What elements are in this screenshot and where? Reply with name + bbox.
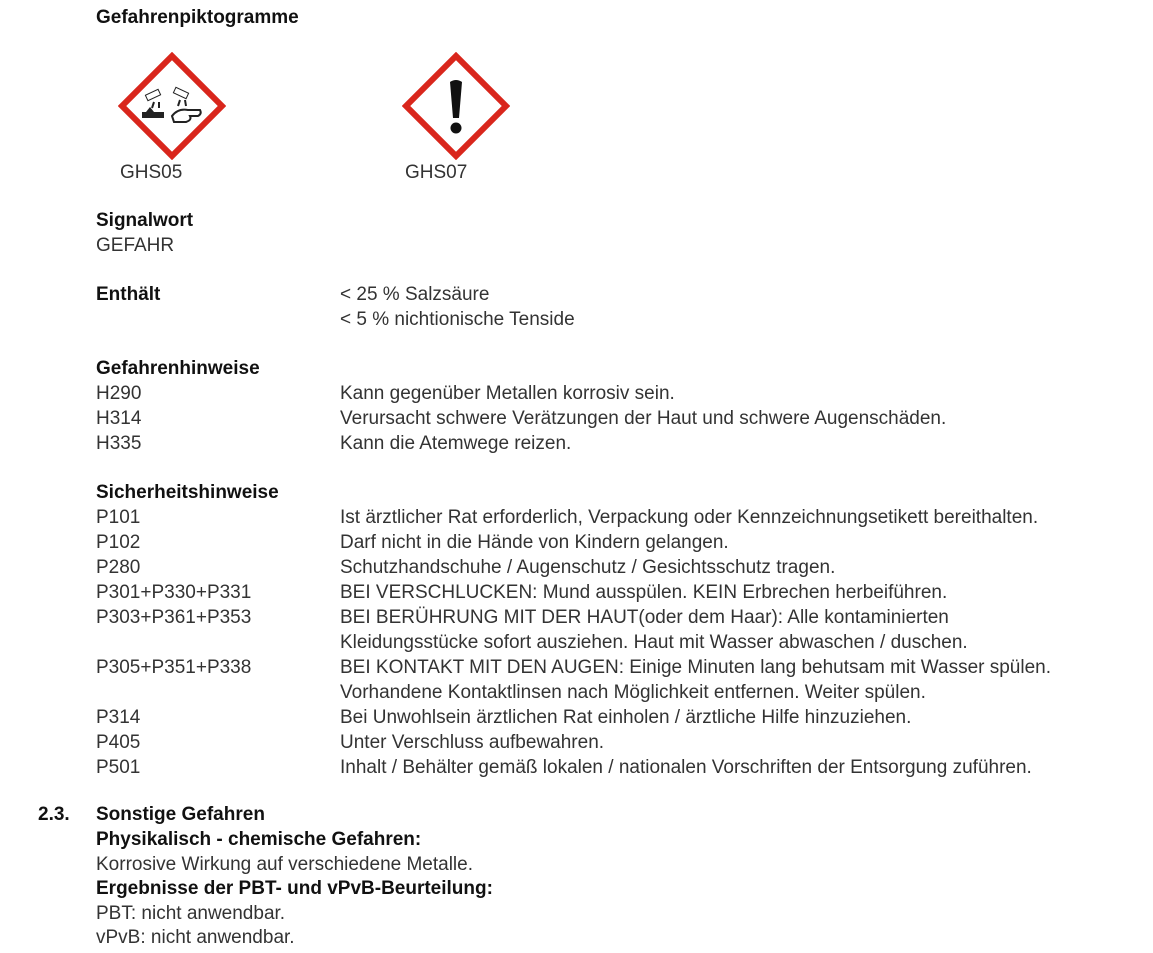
hazard-code: H314 [96, 408, 142, 429]
precautionary-statement-row [96, 706, 1136, 730]
precautionary-code: P405 [96, 732, 141, 753]
precautionary-code: P280 [96, 557, 141, 578]
section-number: 2.3. [38, 804, 70, 825]
precautionary-text: Schutzhandschuhe / Augenschutz / Gesichtsschutz tragen. [340, 557, 836, 578]
physchem-hazards-text: Korrosive Wirkung auf verschiedene Metalle. [96, 854, 474, 875]
hazard-statements-heading: Gefahrenhinweise [96, 358, 260, 379]
pictograms-heading: Gefahrenpiktogramme [96, 7, 299, 28]
precautionary-statement-row [96, 756, 1136, 780]
hazard-statement-row [96, 407, 1136, 431]
hazard-text: Verursacht schwere Verätzungen der Haut und schwere Augenschäden. [340, 408, 947, 429]
precautionary-code: P501 [96, 757, 141, 778]
precautionary-code: P303+P361+P353 [96, 607, 252, 628]
ghs05-label: GHS05 [120, 162, 183, 183]
precautionary-statement-row [96, 731, 1136, 755]
hazard-code: H290 [96, 383, 142, 404]
precautionary-statement-row [96, 581, 1136, 605]
hazard-statement-row [96, 432, 1136, 456]
precautionary-statement-row [96, 506, 1136, 530]
precautionary-text: Vorhandene Kontaktlinsen nach Möglichkeit entfernen. Weiter spülen. [340, 682, 926, 703]
precautionary-statement-row [96, 606, 1136, 655]
precautionary-code: P305+P351+P338 [96, 657, 252, 678]
contains-item: < 25 % Salzsäure [340, 284, 490, 305]
precautionary-statements-heading: Sicherheitshinweise [96, 482, 279, 503]
precautionary-statement-row [96, 656, 1136, 705]
precautionary-text: Inhalt / Behälter gemäß lokalen / nationalen Vorschriften der Entsorgung zuführen. [340, 757, 1032, 778]
precautionary-statement-row [96, 556, 1136, 580]
precautionary-code: P102 [96, 532, 141, 553]
precautionary-text: Darf nicht in die Hände von Kindern gelangen. [340, 532, 729, 553]
ghs05-corrosion-icon [118, 52, 226, 160]
precautionary-statement-row [96, 531, 1136, 555]
ghs07-label: GHS07 [405, 162, 468, 183]
precautionary-text: Ist ärztlicher Rat erforderlich, Verpackung oder Kennzeichnungsetikett bereithalten. [340, 507, 1039, 528]
precautionary-text: Kleidungsstücke sofort ausziehen. Haut mit Wasser abwaschen / duschen. [340, 632, 968, 653]
precautionary-code: P314 [96, 707, 141, 728]
precautionary-text: Bei Unwohlsein ärztlichen Rat einholen / ärztliche Hilfe hinzuziehen. [340, 707, 912, 728]
hazard-statement-row [96, 382, 1136, 406]
precautionary-code: P101 [96, 507, 141, 528]
hazard-text: Kann die Atemwege reizen. [340, 433, 572, 454]
precautionary-code: P301+P330+P331 [96, 582, 252, 603]
signal-word-value: GEFAHR [96, 235, 175, 256]
precautionary-text: BEI VERSCHLUCKEN: Mund ausspülen. KEIN Erbrechen herbeiführen. [340, 582, 948, 603]
precautionary-text: Unter Verschluss aufbewahren. [340, 732, 605, 753]
other-hazards-heading: Sonstige Gefahren [96, 804, 265, 825]
signal-word-heading: Signalwort [96, 210, 194, 231]
contains-heading: Enthält [96, 284, 161, 305]
hazard-code: H335 [96, 433, 142, 454]
precautionary-text: BEI BERÜHRUNG MIT DER HAUT(oder dem Haar): Alle kontaminierten [340, 607, 949, 628]
vpvb-text: vPvB: nicht anwendbar. [96, 927, 295, 948]
precautionary-text: BEI KONTAKT MIT DEN AUGEN: Einige Minuten lang behutsam mit Wasser spülen. [340, 657, 1052, 678]
ghs07-exclamation-mark-icon [402, 52, 510, 160]
contains-item: < 5 % nichtionische Tenside [340, 309, 575, 330]
hazard-text: Kann gegenüber Metallen korrosiv sein. [340, 383, 675, 404]
pbt-text: PBT: nicht anwendbar. [96, 903, 286, 924]
pbt-assessment-heading: Ergebnisse der PBT- und vPvB-Beurteilung: [96, 878, 493, 899]
physchem-hazards-heading: Physikalisch - chemische Gefahren: [96, 829, 422, 850]
